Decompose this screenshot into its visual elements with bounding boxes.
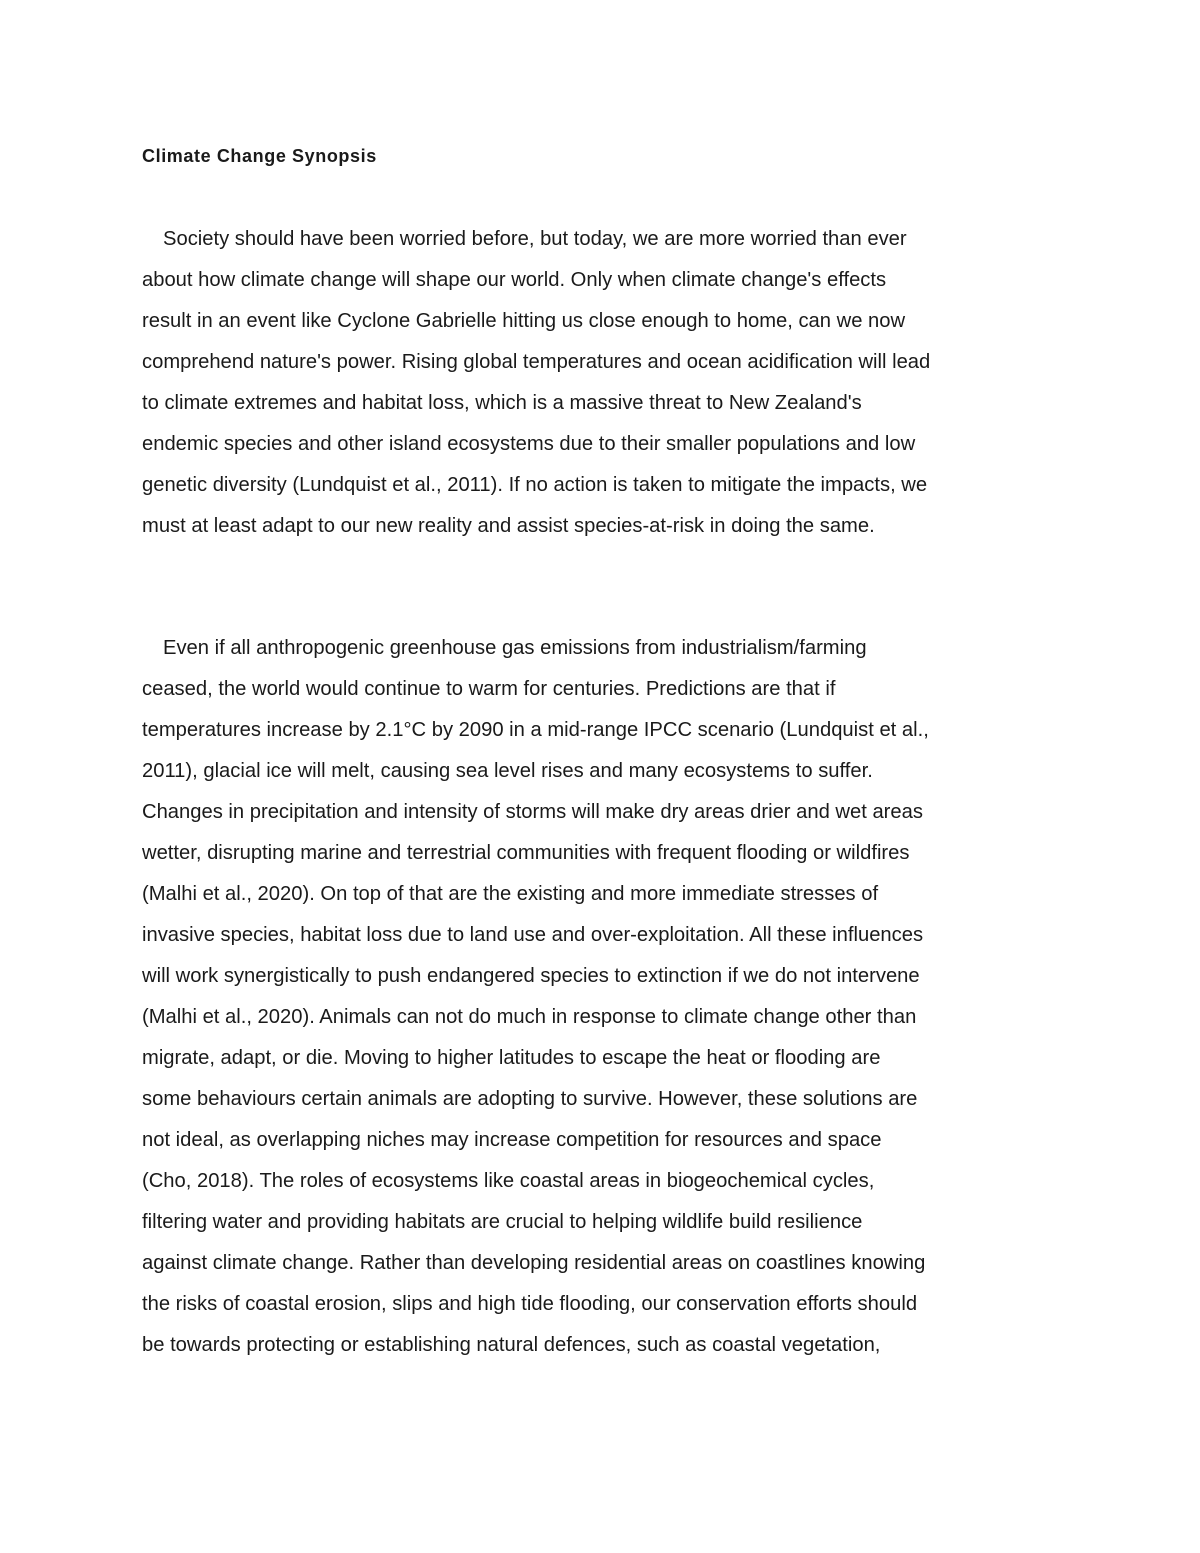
text-line: Even if all anthropogenic greenhouse gas emissions from industrialism/farming xyxy=(163,637,867,659)
text-line: migrate, adapt, or die. Moving to higher latitudes to escape the heat or flooding are xyxy=(142,1047,881,1069)
text-line: about how climate change will shape our world. Only when climate change's effects xyxy=(142,269,887,291)
text-line: (Malhi et al., 2020). On top of that are the existing and more immediate stresses of xyxy=(142,883,879,905)
text-line: Society should have been worried before, but today, we are more worried than ever xyxy=(163,228,907,250)
text-line: be towards protecting or establishing natural defences, such as coastal vegetation, xyxy=(142,1334,881,1356)
text-line: the risks of coastal erosion, slips and high tide flooding, our conservation efforts should xyxy=(142,1293,918,1315)
text-line: wetter, disrupting marine and terrestrial communities with frequent flooding or wildfires xyxy=(142,842,910,864)
text-line: filtering water and providing habitats are crucial to helping wildlife build resilience xyxy=(142,1211,863,1233)
text-line: temperatures increase by 2.1°C by 2090 in a mid-range IPCC scenario (Lundquist et al., xyxy=(142,719,929,741)
text-line: genetic diversity (Lundquist et al., 2011). If no action is taken to mitigate the impacts, we xyxy=(142,474,928,496)
text-line: (Cho, 2018). The roles of ecosystems like coastal areas in biogeochemical cycles, xyxy=(142,1170,875,1192)
text-line: 2011), glacial ice will melt, causing sea level rises and many ecosystems to suffer. xyxy=(142,760,873,782)
text-line: comprehend nature's power. Rising global temperatures and ocean acidification will lead xyxy=(142,351,931,373)
text-line: result in an event like Cyclone Gabrielle hitting us close enough to home, can we now xyxy=(142,310,906,332)
text-line: ceased, the world would continue to warm for centuries. Predictions are that if xyxy=(142,678,836,700)
text-line: not ideal, as overlapping niches may increase competition for resources and space xyxy=(142,1129,882,1151)
text-line: against climate change. Rather than developing residential areas on coastlines knowing xyxy=(142,1252,926,1274)
text-line: must at least adapt to our new reality and assist species-at-risk in doing the same. xyxy=(142,515,875,537)
text-line: will work synergistically to push endangered species to extinction if we do not intervene xyxy=(142,965,920,987)
text-line: to climate extremes and habitat loss, which is a massive threat to New Zealand's xyxy=(142,392,862,414)
text-line: invasive species, habitat loss due to land use and over-exploitation. All these influences xyxy=(142,924,924,946)
document-title: Climate Change Synopsis xyxy=(142,146,377,166)
text-line: (Malhi et al., 2020). Animals can not do much in response to climate change other than xyxy=(142,1006,917,1028)
paragraph-2 xyxy=(142,628,929,1366)
paragraph-1 xyxy=(142,219,930,547)
text-line: Changes in precipitation and intensity of storms will make dry areas drier and wet areas xyxy=(142,801,923,823)
text-line: some behaviours certain animals are adopting to survive. However, these solutions are xyxy=(142,1088,918,1110)
text-line: endemic species and other island ecosystems due to their smaller populations and low xyxy=(142,433,916,455)
